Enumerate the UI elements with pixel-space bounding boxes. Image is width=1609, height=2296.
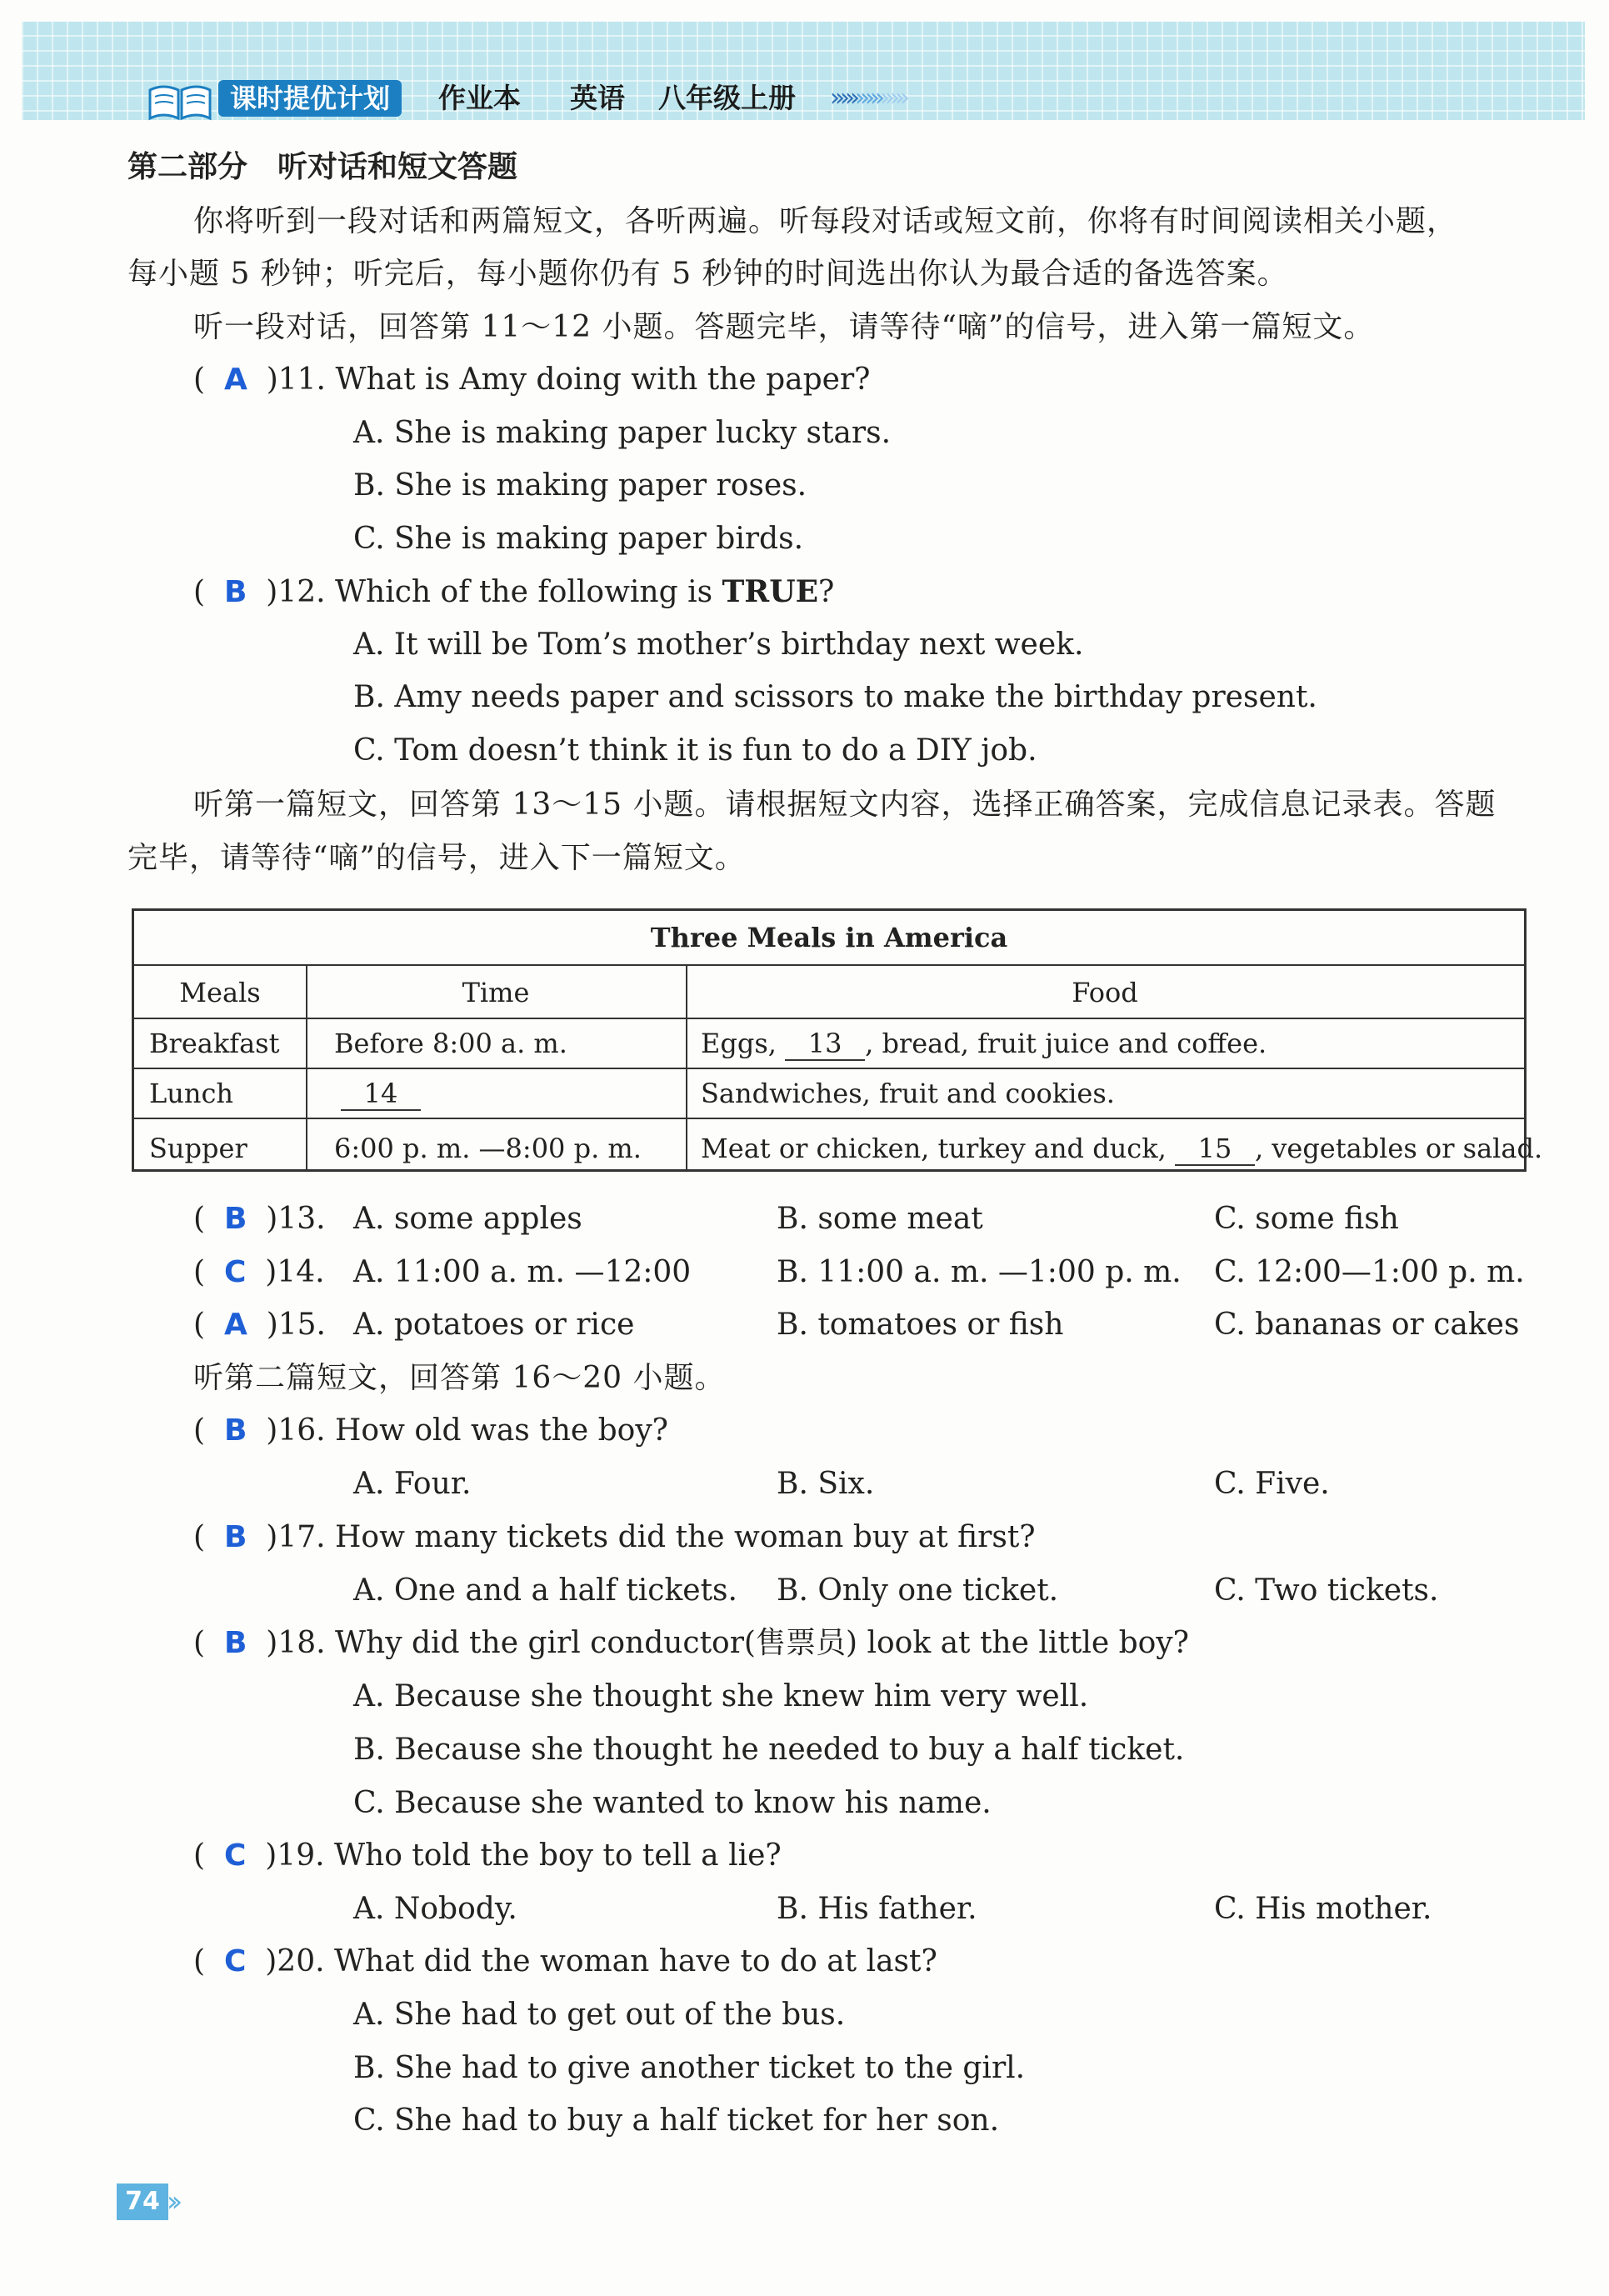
question-17: ( B )17. How many tickets did the woman buy at first? [193, 1520, 1036, 1554]
blank-15: 15 [1175, 1133, 1255, 1166]
book-icon [147, 78, 213, 122]
q13-option-a: A. some apples [353, 1202, 582, 1236]
q15-option-c: C. bananas or cakes [1214, 1308, 1520, 1342]
q11-option-b: B. She is making paper roses. [353, 468, 807, 503]
answer-18: B [223, 1626, 247, 1660]
page-arrow-icon: ›› [167, 2185, 177, 2218]
header-meals: Meals [179, 977, 261, 1008]
blank-14: 14 [341, 1078, 421, 1111]
q15-option-b: B. tomatoes or fish [777, 1308, 1064, 1342]
question-11: ( A )11. What is Amy doing with the paper? [193, 363, 871, 397]
answer-14: C [223, 1255, 247, 1289]
book-type: 作业本 [438, 82, 521, 114]
passage1-instruction-1: 听第一篇短文，回答第 13～15 小题。请根据短文内容，选择正确答案，完成信息记录表。答题 [193, 788, 1497, 822]
q12-option-a: A. It will be Tom’s mother’s birthday next week. [353, 628, 1084, 662]
question-16: ( B )16. How old was the boy? [193, 1413, 668, 1448]
answer-16: B [223, 1413, 247, 1448]
cell-time-supper: 6:00 p. m. —8:00 p. m. [334, 1133, 642, 1164]
q12-option-c: C. Tom doesn’t think it is fun to do a DIY job. [353, 733, 1037, 768]
q17-option-c: C. Two tickets. [1214, 1573, 1439, 1608]
section-title: 第二部分 听对话和短文答题 [127, 150, 518, 184]
answer-19: C [223, 1838, 247, 1873]
question-15: ( A )15. [193, 1308, 326, 1342]
grade: 八年级上册 [658, 82, 796, 114]
q18-option-b: B. Because she thought he needed to buy a half ticket. [353, 1733, 1185, 1767]
q20-option-c: C. She had to buy a half ticket for her son. [353, 2103, 1000, 2138]
cell-food-breakfast: Eggs, 13 , bread, fruit juice and coffee. [701, 1028, 1267, 1059]
q20-option-a: A. She had to get out of the bus. [353, 1998, 846, 2032]
question-12: ( B )12. Which of the following is TRUE? [193, 574, 835, 609]
cell-food-supper: Meat or chicken, turkey and duck, 15 , vegetables or salad. [701, 1133, 1543, 1164]
table-title: Three Meals in America [650, 922, 1008, 953]
passage2-instruction: 听第二篇短文，回答第 16～20 小题。 [193, 1361, 726, 1395]
question-14: ( C )14. [193, 1255, 325, 1289]
answer-11: A [223, 363, 247, 397]
q16-option-a: A. Four. [353, 1467, 472, 1501]
q11-option-a: A. She is making paper lucky stars. [353, 416, 892, 450]
series-badge: 课时提优计划 [218, 80, 402, 117]
question-18: ( B )18. Why did the girl conductor(售票员) look at the little boy? [193, 1626, 1189, 1660]
q14-option-c: C. 12:00—1:00 p. m. [1214, 1255, 1525, 1289]
question-19: ( C )19. Who told the boy to tell a lie? [193, 1838, 782, 1873]
cell-time-lunch [341, 1075, 421, 1112]
cell-time-breakfast: Before 8:00 a. m. [334, 1028, 567, 1059]
q12-option-b: B. Amy needs paper and scissors to make the birthday present. [353, 680, 1317, 714]
q19-option-c: C. His mother. [1214, 1892, 1432, 1926]
q11-option-c: C. She is making paper birds. [353, 522, 804, 556]
cell-meal-supper: Supper [149, 1133, 247, 1164]
q17-option-a: A. One and a half tickets. [353, 1573, 737, 1608]
header-food: Food [1072, 977, 1138, 1008]
dialogue-instruction: 听一段对话，回答第 11～12 小题。答题完毕，请等待“嘀”的信号，进入第一篇短文。 [193, 310, 1375, 344]
passage1-instruction-2: 完毕，请等待“嘀”的信号，进入下一篇短文。 [127, 841, 746, 875]
intro-line-2: 每小题 5 秒钟；听完后，每小题你仍有 5 秒钟的时间选出你认为最合适的备选答案。 [127, 257, 1288, 291]
answer-17: B [223, 1520, 247, 1554]
q14-option-b: B. 11:00 a. m. —1:00 p. m. [777, 1255, 1182, 1289]
page-number: 74 [117, 2183, 168, 2220]
q14-option-a: A. 11:00 a. m. —12:00 [353, 1255, 692, 1289]
page-header [22, 22, 1585, 120]
answer-20: C [223, 1944, 247, 1978]
answer-15: A [223, 1308, 247, 1342]
q17-option-b: B. Only one ticket. [777, 1573, 1059, 1608]
q18-option-c: C. Because she wanted to know his name. [353, 1786, 992, 1820]
blank-13: 13 [785, 1028, 865, 1061]
cell-food-lunch: Sandwiches, fruit and cookies. [701, 1078, 1115, 1109]
header-time: Time [462, 977, 530, 1008]
q16-option-c: C. Five. [1214, 1467, 1330, 1501]
q15-option-a: A. potatoes or rice [353, 1308, 635, 1342]
q16-option-b: B. Six. [777, 1467, 875, 1501]
q18-option-a: A. Because she thought she knew him very well. [353, 1679, 1089, 1713]
q13-option-b: B. some meat [777, 1202, 983, 1236]
question-20: ( C )20. What did the woman have to do at last? [193, 1944, 937, 1978]
intro-line-1: 你将听到一段对话和两篇短文，各听两遍。听每段对话或短文前，你将有时间阅读相关小题， [193, 204, 1458, 238]
q13-option-c: C. some fish [1214, 1202, 1399, 1236]
q19-option-a: A. Nobody. [353, 1892, 517, 1926]
q20-option-b: B. She had to give another ticket to the girl. [353, 2051, 1026, 2085]
cell-meal-lunch: Lunch [149, 1078, 233, 1109]
subject: 英语 [570, 82, 625, 114]
cell-meal-breakfast: Breakfast [149, 1028, 280, 1059]
question-13: ( B )13. [193, 1202, 326, 1236]
meals-table [132, 908, 1543, 1172]
header-arrows: ››››››››››››››› [830, 83, 905, 113]
answer-13: B [223, 1202, 247, 1236]
q19-option-b: B. His father. [777, 1892, 977, 1926]
answer-12: B [223, 575, 247, 609]
